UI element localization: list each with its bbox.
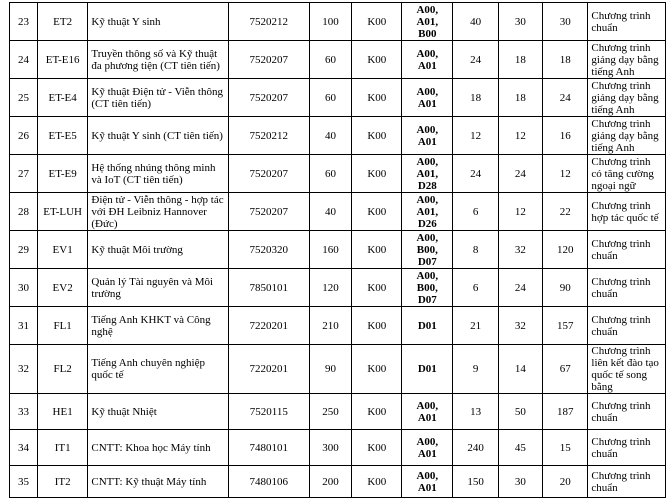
program-type: Chương trình giảng dạy bằng tiếng Anh <box>588 41 666 79</box>
subject-combination: A01 <box>417 447 437 460</box>
exam-group: K00 <box>352 193 402 231</box>
table-row <box>10 155 666 193</box>
row-number: 24 <box>10 41 38 79</box>
subject-combinations <box>402 231 453 269</box>
subject-combination: A01 <box>417 135 437 148</box>
row-number: 29 <box>10 231 38 269</box>
major-name: Tiếng Anh chuyên nghiệp quốc tế <box>88 345 229 394</box>
program-code: HE1 <box>37 394 88 430</box>
table-row <box>10 193 666 231</box>
quota-method-2: 12 <box>498 193 542 231</box>
table-row <box>10 117 666 155</box>
quota-method-3: 22 <box>543 193 588 231</box>
major-code: 7520320 <box>229 231 310 269</box>
exam-group: K00 <box>352 41 402 79</box>
quota-method-2: 12 <box>498 117 542 155</box>
program-code: EV1 <box>37 231 88 269</box>
quota-method-3: 18 <box>543 41 588 79</box>
subject-combination: D07 <box>417 293 437 306</box>
quota-method-2: 32 <box>498 307 542 345</box>
subject-combinations <box>402 430 453 466</box>
program-type: Chương trình chuẩn <box>588 307 666 345</box>
table-row <box>10 41 666 79</box>
subject-combination: D26 <box>417 217 437 230</box>
program-code: ET-E9 <box>37 155 88 193</box>
table-row <box>10 307 666 345</box>
table-row <box>10 466 666 498</box>
subject-combination: A01 <box>417 411 437 424</box>
row-number: 28 <box>10 193 38 231</box>
quota-method-1: 40 <box>453 3 498 41</box>
major-code: 7220201 <box>229 345 310 394</box>
program-code: ET-E16 <box>37 41 88 79</box>
quota-method-1: 12 <box>453 117 498 155</box>
quota-method-3: 16 <box>543 117 588 155</box>
quota: 210 <box>309 307 352 345</box>
row-number: 31 <box>10 307 38 345</box>
subject-combination: A00, <box>416 155 439 168</box>
program-type: Chương trình chuẩn <box>588 466 666 498</box>
quota-method-3: 30 <box>543 3 588 41</box>
quota: 60 <box>309 79 352 117</box>
subject-combination: A01, <box>416 15 439 28</box>
quota-method-1: 8 <box>453 231 498 269</box>
quota-method-2: 18 <box>498 79 542 117</box>
subject-combination: A00, <box>416 3 439 16</box>
subject-combinations <box>402 117 453 155</box>
major-name: Hệ thống nhúng thông minh và IoT (CT tiên tiến) <box>88 155 229 193</box>
subject-combination: D01 <box>417 319 437 332</box>
quota-method-1: 24 <box>453 155 498 193</box>
major-code: 7520207 <box>229 79 310 117</box>
quota-method-1: 13 <box>453 394 498 430</box>
major-name: CNTT: Kỹ thuật Máy tính <box>88 466 229 498</box>
quota-method-1: 9 <box>453 345 498 394</box>
table-row <box>10 345 666 394</box>
subject-combination: A00, <box>416 399 439 412</box>
subject-combination: D07 <box>417 255 437 268</box>
subject-combinations <box>402 193 453 231</box>
quota: 90 <box>309 345 352 394</box>
subject-combination: A00, <box>416 231 439 244</box>
quota: 250 <box>309 394 352 430</box>
quota: 100 <box>309 3 352 41</box>
table-row <box>10 231 666 269</box>
subject-combinations <box>402 394 453 430</box>
major-name: Truyền thông số và Kỹ thuật đa phương tiện (CT tiên tiến) <box>88 41 229 79</box>
exam-group: K00 <box>352 269 402 307</box>
quota-method-2: 18 <box>498 41 542 79</box>
exam-group: K00 <box>352 430 402 466</box>
quota-method-2: 45 <box>498 430 542 466</box>
row-number: 32 <box>10 345 38 394</box>
quota-method-2: 30 <box>498 3 542 41</box>
major-name: CNTT: Khoa học Máy tính <box>88 430 229 466</box>
row-number: 33 <box>10 394 38 430</box>
quota-method-2: 32 <box>498 231 542 269</box>
quota: 60 <box>309 155 352 193</box>
quota-method-1: 18 <box>453 79 498 117</box>
major-code: 7850101 <box>229 269 310 307</box>
quota-method-1: 6 <box>453 269 498 307</box>
exam-group: K00 <box>352 466 402 498</box>
quota-method-3: 20 <box>543 466 588 498</box>
quota-method-2: 24 <box>498 155 542 193</box>
subject-combination: A01 <box>417 481 437 494</box>
quota-method-3: 120 <box>543 231 588 269</box>
row-number: 34 <box>10 430 38 466</box>
quota: 60 <box>309 41 352 79</box>
exam-group: K00 <box>352 231 402 269</box>
major-name: Kỹ thuật Môi trường <box>88 231 229 269</box>
row-number: 26 <box>10 117 38 155</box>
exam-group: K00 <box>352 307 402 345</box>
program-type: Chương trình chuẩn <box>588 430 666 466</box>
program-code: FL2 <box>37 345 88 394</box>
major-code: 7520212 <box>229 117 310 155</box>
subject-combination: A00, <box>416 469 439 482</box>
subject-combinations <box>402 269 453 307</box>
quota-method-3: 67 <box>543 345 588 394</box>
major-name: Quản lý Tài nguyên và Môi trường <box>88 269 229 307</box>
major-name: Kỹ thuật Nhiệt <box>88 394 229 430</box>
major-code: 7220201 <box>229 307 310 345</box>
major-code: 7480101 <box>229 430 310 466</box>
subject-combination: A00, <box>416 269 439 282</box>
quota-method-3: 15 <box>543 430 588 466</box>
exam-group: K00 <box>352 155 402 193</box>
subject-combinations <box>402 41 453 79</box>
subject-combinations <box>402 466 453 498</box>
program-code: ET2 <box>37 3 88 41</box>
major-code: 7520115 <box>229 394 310 430</box>
program-code: FL1 <box>37 307 88 345</box>
program-code: EV2 <box>37 269 88 307</box>
row-number: 35 <box>10 466 38 498</box>
subject-combination: D01 <box>417 363 437 375</box>
quota-method-3: 187 <box>543 394 588 430</box>
quota-method-1: 240 <box>453 430 498 466</box>
subject-combination: A00, <box>416 47 439 60</box>
program-type: Chương trình chuẩn <box>588 231 666 269</box>
major-name: Điện tử - Viễn thông - hợp tác với ĐH Leibniz Hannover (Đức) <box>88 193 229 231</box>
program-type: Chương trình có tăng cường ngoại ngữ <box>588 155 666 193</box>
quota-method-1: 150 <box>453 466 498 498</box>
subject-combination: A00, <box>416 193 439 206</box>
exam-group: K00 <box>352 117 402 155</box>
subject-combination: A00, <box>416 85 439 98</box>
subject-combinations <box>402 3 453 41</box>
quota: 200 <box>309 466 352 498</box>
major-name: Tiếng Anh KHKT và Công nghệ <box>88 307 229 345</box>
subject-combinations <box>402 155 453 193</box>
quota-method-3: 157 <box>543 307 588 345</box>
program-type: Chương trình chuẩn <box>588 394 666 430</box>
subject-combination: B00, <box>416 281 438 294</box>
table-row <box>10 394 666 430</box>
subject-combinations <box>402 345 453 394</box>
table-row <box>10 430 666 466</box>
major-code: 7520207 <box>229 41 310 79</box>
quota-method-2: 30 <box>498 466 542 498</box>
subject-combination: B00, <box>416 243 438 256</box>
quota-method-3: 24 <box>543 79 588 117</box>
major-name: Kỹ thuật Y sinh (CT tiên tiến) <box>88 117 229 155</box>
quota-method-3: 90 <box>543 269 588 307</box>
quota-method-3: 12 <box>543 155 588 193</box>
major-code: 7520207 <box>229 193 310 231</box>
row-number: 30 <box>10 269 38 307</box>
quota: 40 <box>309 193 352 231</box>
quota-method-1: 6 <box>453 193 498 231</box>
subject-combination: B00 <box>418 27 437 40</box>
quota: 300 <box>309 430 352 466</box>
program-code: ET-E5 <box>37 117 88 155</box>
program-type: Chương trình liên kết đào tạo quốc tế song bằng <box>588 345 666 394</box>
quota-method-2: 14 <box>498 345 542 394</box>
program-type: Chương trình chuẩn <box>588 3 666 41</box>
subject-combinations <box>402 79 453 117</box>
admission-table <box>9 2 666 498</box>
row-number: 23 <box>10 3 38 41</box>
program-type: Chương trình giảng dạy bằng tiếng Anh <box>588 117 666 155</box>
exam-group: K00 <box>352 345 402 394</box>
subject-combination: D28 <box>417 179 437 192</box>
major-code: 7480106 <box>229 466 310 498</box>
row-number: 25 <box>10 79 38 117</box>
major-code: 7520212 <box>229 3 310 41</box>
subject-combination: A01 <box>417 97 437 110</box>
program-type: Chương trình giảng dạy bằng tiếng Anh <box>588 79 666 117</box>
subject-combination: A01 <box>417 59 437 72</box>
major-name: Kỹ thuật Y sinh <box>88 3 229 41</box>
quota-method-1: 21 <box>453 307 498 345</box>
exam-group: K00 <box>352 79 402 117</box>
exam-group: K00 <box>352 3 402 41</box>
subject-combination: A01, <box>416 167 439 180</box>
major-code: 7520207 <box>229 155 310 193</box>
quota-method-2: 24 <box>498 269 542 307</box>
program-code: IT2 <box>37 466 88 498</box>
subject-combination: A01, <box>416 205 439 218</box>
program-type: Chương trình hợp tác quốc tế <box>588 193 666 231</box>
quota-method-2: 50 <box>498 394 542 430</box>
table-row <box>10 79 666 117</box>
table-row <box>10 3 666 41</box>
quota: 120 <box>309 269 352 307</box>
subject-combination: A00, <box>416 123 439 136</box>
subject-combination: A00, <box>416 435 439 448</box>
quota: 160 <box>309 231 352 269</box>
row-number: 27 <box>10 155 38 193</box>
program-code: IT1 <box>37 430 88 466</box>
table-row <box>10 269 666 307</box>
major-name: Kỹ thuật Điện tử - Viễn thông (CT tiên tiến) <box>88 79 229 117</box>
quota: 40 <box>309 117 352 155</box>
program-code: ET-LUH <box>37 193 88 231</box>
program-type: Chương trình chuẩn <box>588 269 666 307</box>
subject-combinations <box>402 307 453 345</box>
program-code: ET-E4 <box>37 79 88 117</box>
exam-group: K00 <box>352 394 402 430</box>
quota-method-1: 24 <box>453 41 498 79</box>
